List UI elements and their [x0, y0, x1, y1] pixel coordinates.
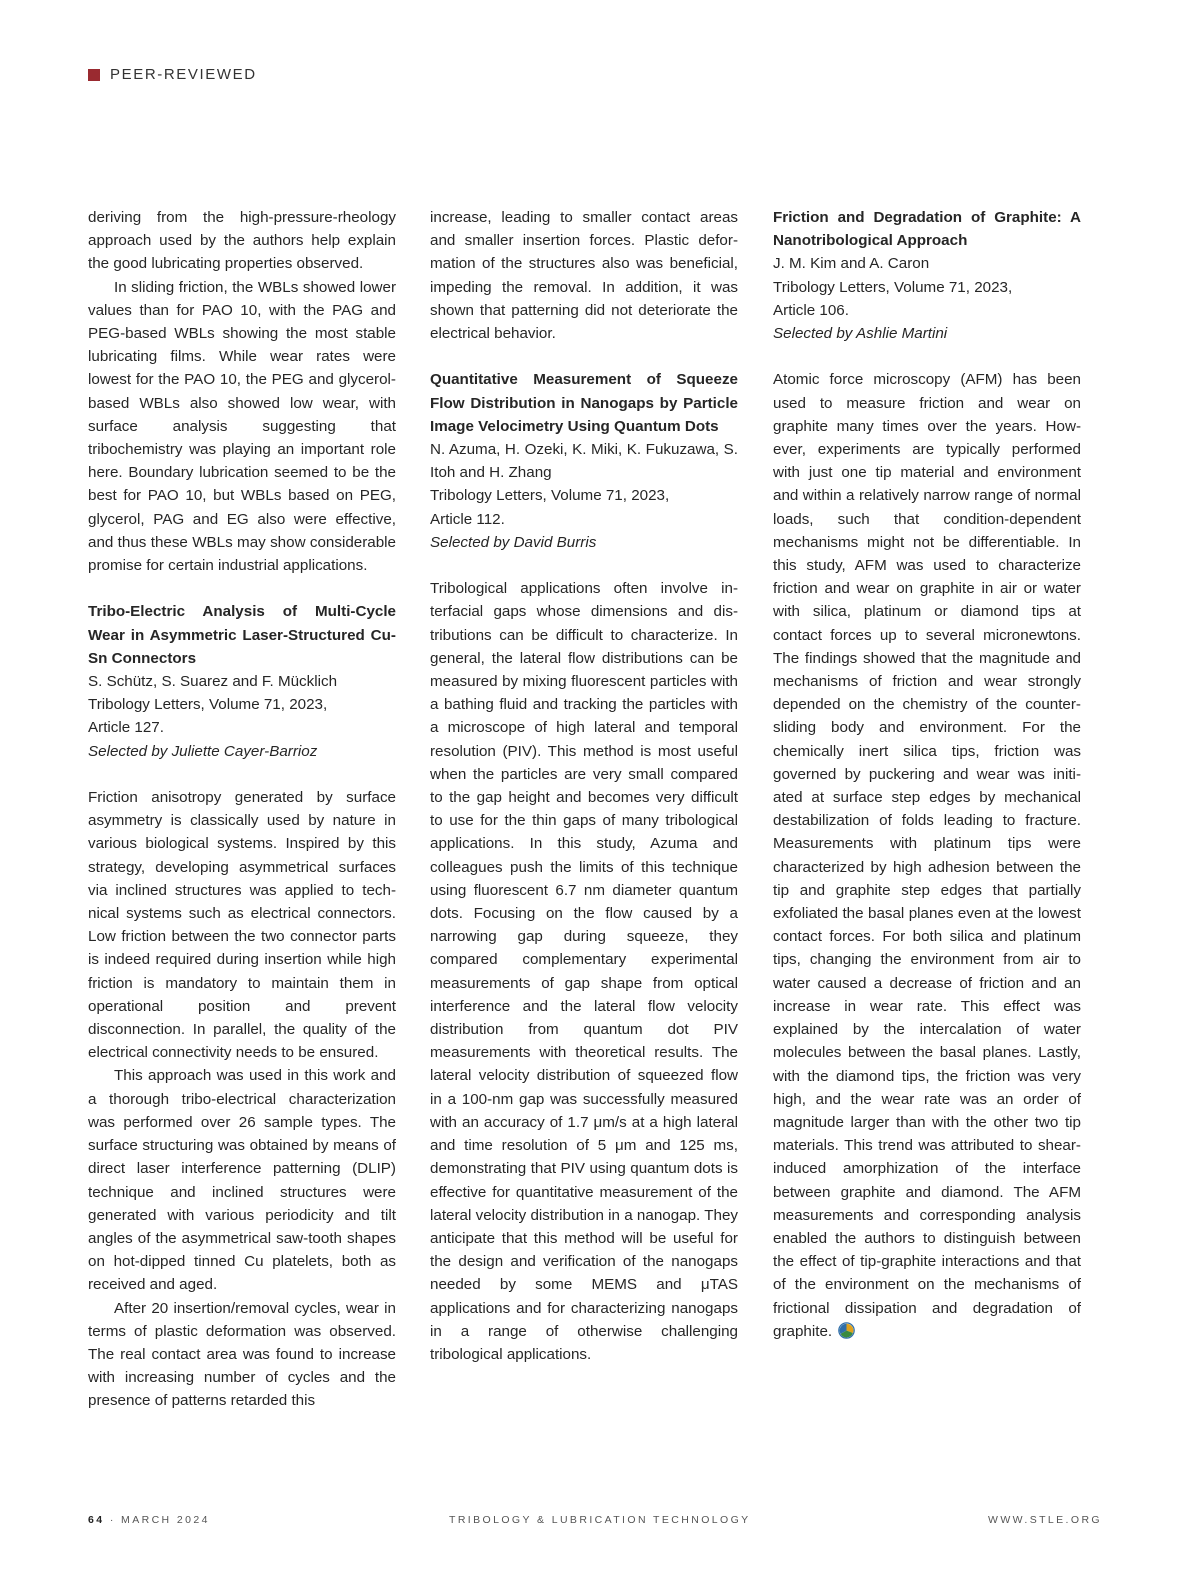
- col1-paragraph-2: In sliding friction, the WBLs showed lower values than for PAO 10, with the PAG and PEG-based WBLs showing the most stable lubricating films. While wear rates were lowest for the PAO 10, the PEG and glycerol-based WBLs also showed low wear, with surface analysis suggesting that tribochemistry was playing an important role here. Boundary lubrication seemed to be the best for PAO 10, but WBLs based on PEG, glycerol, PAG and EG also were effective, and thus these WBLs may show considerable promise for certain industrial applications.: [88, 278, 396, 575]
- section-title: PEER-REVIEWED: [110, 66, 257, 83]
- website: WWW.STLE.ORG: [988, 1514, 1102, 1526]
- article-selected-by: Selected by Ashlie Martini: [773, 325, 948, 343]
- footer-separator: ·: [109, 1514, 116, 1526]
- column-1: [88, 206, 396, 1413]
- section-marker-square: [88, 69, 100, 81]
- article-title: Friction and Degradation of Graphite: A Nanotribological Approach: [773, 209, 1081, 250]
- stle-end-mark-icon: [838, 1322, 855, 1339]
- article-number: Article 106.: [773, 301, 849, 319]
- column-2: [430, 206, 738, 1366]
- page-number: 64: [88, 1514, 105, 1526]
- article-authors: S. Schütz, S. Suarez and F. Mücklich: [88, 673, 338, 691]
- article-journal: Tribology Letters, Volume 71, 2023,: [430, 487, 670, 505]
- section-label: [88, 66, 257, 83]
- footer-left: [88, 1514, 210, 1526]
- col2-paragraph-2: Tribological applications often involve interfacial gaps whose dimensions and distributions can be difficult to characterize. In general, the lateral flow distributions can be measured by mixing fluorescent particles with a bathing fluid and tracking the particles with a microscope of high lateral and temporal resolution (PIV). This method is most useful when the particles are very small compared to the gap height and becomes very difficult to use for the thin gaps of many tribological applications. In this study, Azuma and colleagues push the limits of this technique using fluorescent 6.7 nm diameter quantum dots. Focusing on the flow caused by a narrowing gap during squeeze, they compared complementary experimental measurements of gap shape from optical interference and the lateral flow velocity distribution from quantum dot PIV measurements with theoretical results. The lateral velocity distribution of squeezed flow in a 100-nm gap was successfully measured with an accuracy of 1.7 μm/s at a high lateral and time resolution of 5 μm and 125 ms, demonstrating that PIV using quantum dots is effective for quantitative measurement of the lateral velocity distribution in a nanogap. They anticipate that this method will be useful for the design and verification of the nanogaps needed by some MEMS and μTAS applications and for characterizing nanogaps in a range of otherwise challenging tribological applications.: [430, 580, 738, 1363]
- article-title: Quantitative Measurement of Squeeze Flow Distribution in Nanogaps by Particle Image Velocimetry Using Quantum Dots: [430, 371, 738, 435]
- article-journal: Tribology Letters, Volume 71, 2023,: [88, 696, 328, 714]
- col3-paragraph-1-text: Atomic force microscopy (AFM) has been used to measure friction and wear on graphite many times over the years. However, experiments are typically performed with just one tip material and environment and within a relatively narrow range of normal loads, such that condition-dependent mechanisms might not be differentiable. In this study, AFM was used to characterize friction and wear on graphite in air or water with silica, platinum or diamond tips at contact forces up to several micronewtons. The findings showed that the magnitude and mechanisms of friction and wear strongly depended on the chemistry of the counter-sliding body and environment. For the chemically inert silica tips, friction was governed by puckering and wear was initiated at surface step edges by mechanical destabilization of folds leading to fracture. Measurements with platinum tips were characterized by high adhesion between the tip and graphite step edges that partially exfoliated the basal planes even at the lowest contact forces. For both silica and platinum tips, changing the environment from air to water caused a decrease of friction and an increase in wear rate. This effect was explained by the intercalation of water molecules between the basal planes. Lastly, with the diamond tips, the friction was very high, and the wear rate was an order of magnitude larger than with the other two tip materials. This trend was attributed to shear-induced amorphization of the interface between graphite and diamond. The AFM measurements and corresponding analysis enabled the authors to distinguish between the effect of tip-graphite interactions and that of the environment on the mechanisms of frictional dissipation and degradation of graphite.: [773, 371, 1081, 1340]
- article-tribo-electric: [88, 600, 396, 762]
- article-selected-by: Selected by Juliette Cayer-Barrioz: [88, 742, 318, 760]
- col1-paragraph-1: deriving from the high-pressure-rheology approach used by the authors help explain the good lubricating properties observed.: [88, 209, 396, 273]
- article-number: Article 127.: [88, 719, 164, 737]
- issue-date: MARCH 2024: [121, 1514, 210, 1526]
- publication-name: TRIBOLOGY & LUBRICATION TECHNOLOGY: [449, 1514, 751, 1526]
- col1-paragraph-3: Friction anisotropy generated by surface asymmetry is classically used by nature in various biological systems. Inspired by this strategy, developing asymmetrical surfaces via inclined structures was applied to technical systems such as electrical connectors. Low friction between the two connector parts is indeed required during insertion while high friction is mandatory to maintain them in operational position and prevent disconnection. In parallel, the quality of the electrical connectivity needs to be ensured.: [88, 789, 396, 1062]
- article-authors: N. Azuma, H. Ozeki, K. Miki, K. Fukuzawa, S. Itoh and H. Zhang: [430, 441, 738, 482]
- col2-paragraph-1: increase, leading to smaller contact areas and smaller insertion forces. Plastic deformation of the structures also was beneficial, impeding the removal. In addition, it was shown that patterning did not deteriorate the electrical behavior.: [430, 209, 738, 343]
- column-3: [773, 206, 1081, 1343]
- article-squeeze-flow: [430, 368, 738, 554]
- col3-paragraph-1: [773, 368, 1081, 1343]
- article-graphite: [773, 206, 1081, 345]
- article-journal: Tribology Letters, Volume 71, 2023,: [773, 278, 1013, 296]
- article-authors: J. M. Kim and A. Caron: [773, 255, 930, 273]
- article-title: Tribo-Electric Analysis of Multi-Cycle Wear in Asymmetric Laser-Structured Cu-Sn Connectors: [88, 603, 396, 667]
- col1-paragraph-4: This approach was used in this work and a thorough tribo-electrical characterization was performed over 26 sample types. The surface structuring was obtained by means of direct laser interference patterning (DLIP) technique and inclined structures were generated with various periodicity and tilt angles of the asymmetrical saw-tooth shapes on hot-dipped tinned Cu platelets, both as received and aged.: [88, 1067, 396, 1294]
- article-selected-by: Selected by David Burris: [430, 533, 597, 551]
- page-footer: [0, 1514, 1200, 1530]
- col1-paragraph-5: After 20 insertion/removal cycles, wear in terms of plastic deformation was observed. The real contact area was found to increase with increasing number of cycles and the presence of patterns retarded this: [88, 1299, 396, 1410]
- article-number: Article 112.: [430, 510, 505, 528]
